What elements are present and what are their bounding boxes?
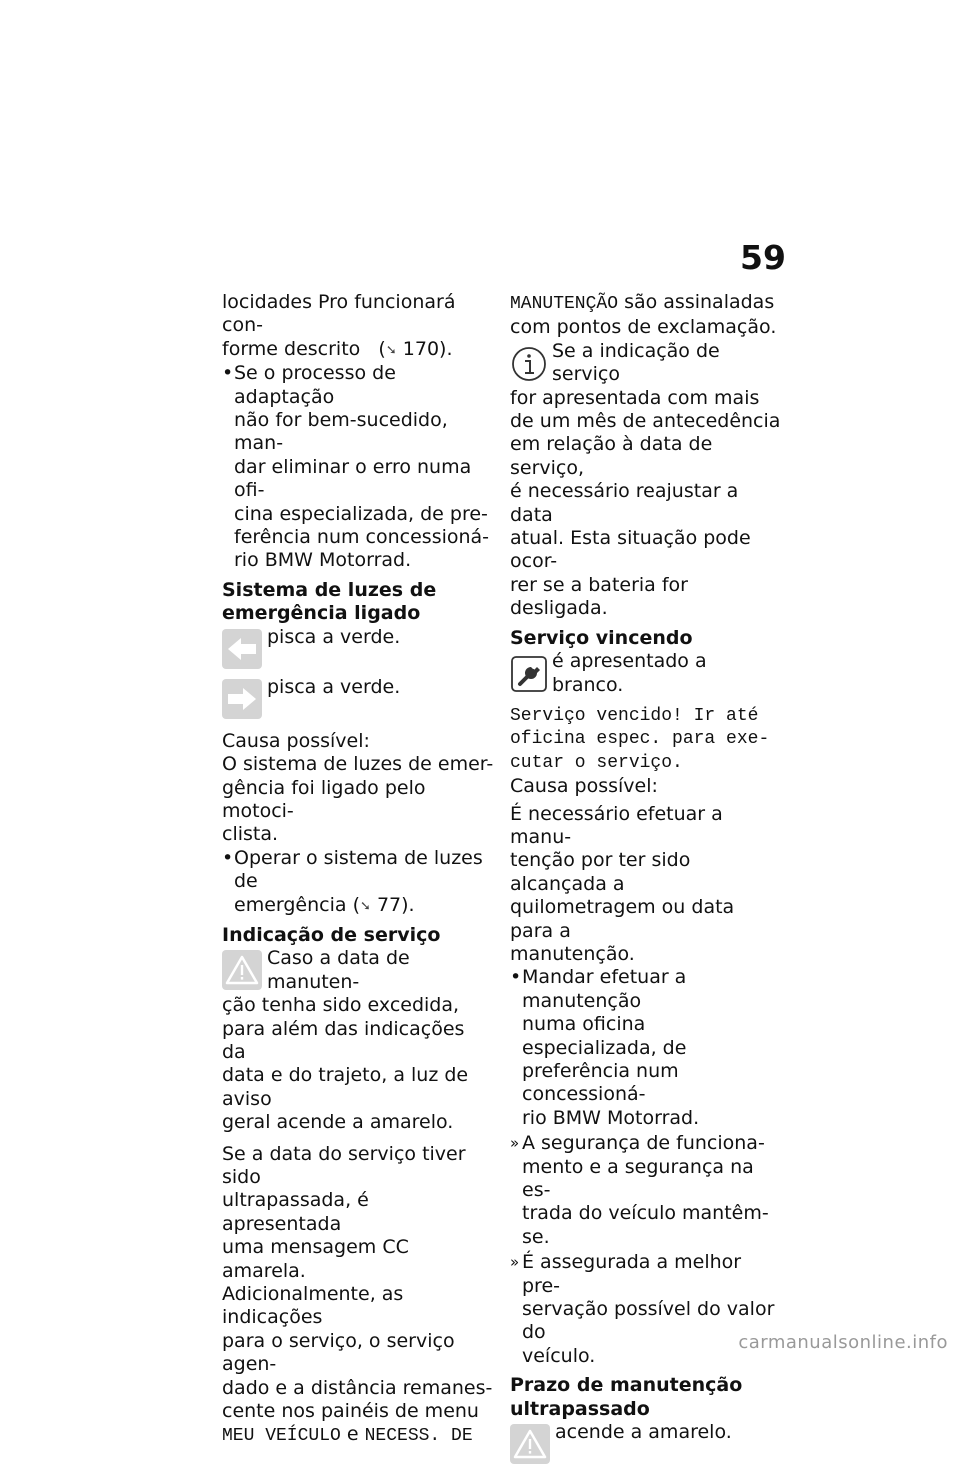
- service-paragraph: para o serviço, o serviço agen-: [222, 1329, 455, 1376]
- footer-watermark: carmanualsonline.info: [738, 1331, 948, 1353]
- menu-name: MEU VEÍCULO: [222, 1426, 341, 1447]
- hazard-right-text: pisca a verde.: [267, 675, 401, 698]
- display-message: Serviço vencido! Ir até: [510, 705, 759, 726]
- general-warning-icon: [510, 1424, 550, 1464]
- info-text: Se a indicação de serviço: [552, 339, 720, 386]
- cause-label: Causa possível:: [222, 729, 370, 752]
- cause-text: tenção por ter sido alcançada a: [510, 849, 691, 895]
- overdue-text: acende a amarelo.: [555, 1421, 732, 1444]
- cause-text: O sistema de luzes de emer-: [222, 753, 494, 776]
- result-item: » É assegurada a melhor pre- servação possível do valor do veículo.: [510, 1251, 782, 1368]
- section-heading: Sistema de luzes de emergência ligado: [222, 578, 437, 625]
- info-icon: [508, 343, 550, 385]
- general-warning-icon: [222, 950, 262, 990]
- menu-names-line: MEU VEÍCULO e NECESS. DE: [222, 1423, 473, 1447]
- section-heading: Prazo de manutenção ultrapassado: [510, 1374, 743, 1420]
- service-warning-text: para além das indicações da: [222, 1017, 465, 1063]
- display-message: cutar o serviço.: [510, 752, 683, 773]
- bullet-item: • Se o processo de adaptação não for bem-sucedido, man- dar eliminar o erro numa ofi- cina especializada, de pre- ferência num concessioná- rio BMW Motorrad.: [222, 362, 494, 573]
- info-text: rer se a bateria for desligada.: [510, 573, 688, 620]
- section-heading: Indicação de serviço: [222, 923, 441, 946]
- cause-label: Causa possível:: [510, 775, 658, 798]
- service-paragraph: dado e a distância remanes-: [222, 1376, 493, 1399]
- wrench-icon: [508, 653, 550, 695]
- page-number: 59: [740, 238, 786, 277]
- menu-name: MANUTENÇÃO: [510, 294, 619, 314]
- menu-names-line: MANUTENÇÃO são assinaladas: [510, 291, 775, 314]
- service-warning-text: ção tenha sido excedida,: [222, 994, 460, 1017]
- service-paragraph: ultrapassada, é apresentada: [222, 1189, 369, 1235]
- info-text: em relação à data de serviço,: [510, 433, 713, 479]
- reference-arrow-icon: ➘: [359, 898, 371, 914]
- info-text: de um mês de antecedência: [510, 410, 781, 433]
- service-warning-text: data e do trajeto, a luz de aviso: [222, 1064, 469, 1110]
- due-text: é apresentado a branco.: [552, 650, 707, 696]
- body-text: com pontos de exclamação.: [510, 316, 777, 339]
- right-column: [510, 291, 782, 1467]
- service-paragraph: cente nos painéis de menu: [222, 1400, 479, 1423]
- bullet-item: • Mandar efetuar a manutenção numa oficina especializada, de preferência num concessioná- rio BMW Motorrad.: [510, 966, 782, 1130]
- service-warning-text: Caso a data de manuten-: [267, 947, 410, 993]
- service-paragraph: Adicionalmente, as indicações: [222, 1283, 404, 1329]
- left-column: [222, 291, 494, 1449]
- result-item: » A segurança de funciona- mento e a segurança na es- trada do veículo mantêm-se.: [510, 1132, 782, 1249]
- service-paragraph: uma mensagem CC amarela.: [222, 1236, 409, 1282]
- intro-line: forme descrito (➘ 170).: [222, 338, 494, 362]
- turn-right-arrow-icon: [222, 679, 262, 719]
- hazard-left-text: pisca a verde.: [267, 625, 401, 648]
- bullet-item: • Operar o sistema de luzes de emergência (➘ 77).: [222, 847, 494, 918]
- info-text: for apresentada com mais: [510, 386, 760, 409]
- reference-arrow-icon: ➘: [385, 342, 397, 358]
- display-message: oficina espec. para exe-: [510, 729, 770, 750]
- cause-text: gência foi ligado pelo motoci-: [222, 776, 426, 822]
- info-text: atual. Esta situação pode ocor-: [510, 527, 751, 573]
- turn-left-arrow-icon: [222, 629, 262, 669]
- service-paragraph: Se a data do serviço tiver sido: [222, 1142, 466, 1188]
- service-warning-text: geral acende a amarelo.: [222, 1111, 454, 1134]
- cause-text: clista.: [222, 823, 279, 846]
- cause-text: manutenção.: [510, 942, 635, 965]
- cause-text: É necessário efetuar a manu-: [510, 802, 723, 848]
- intro-line: locidades Pro funcionará con-: [222, 291, 456, 337]
- menu-name: NECESS. DE: [364, 1426, 473, 1447]
- section-heading: Serviço vincendo: [510, 626, 693, 649]
- info-text: é necessário reajustar a data: [510, 480, 739, 526]
- cause-text: quilometragem ou data para a: [510, 896, 735, 942]
